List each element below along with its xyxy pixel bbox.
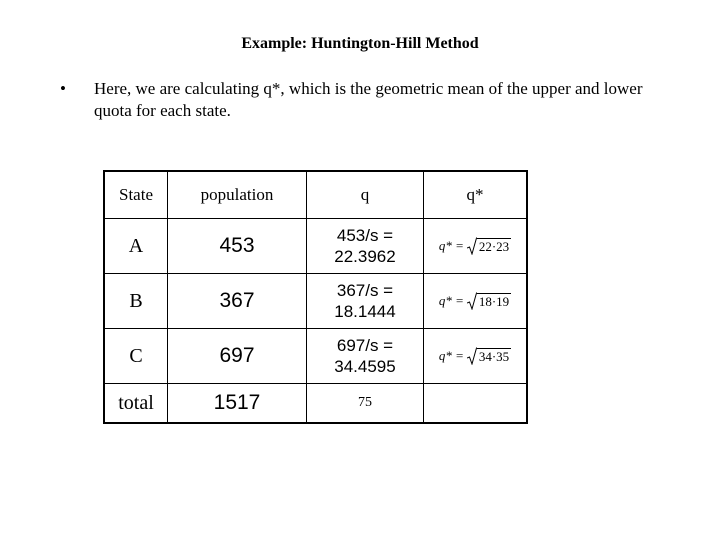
qstar-cell xyxy=(424,274,528,329)
bullet-point xyxy=(60,78,670,122)
state-cell: A xyxy=(104,219,168,274)
population-cell: 697 xyxy=(168,329,307,384)
formula-radicand: 34·35 xyxy=(478,349,510,364)
header-q: q xyxy=(307,171,424,219)
header-population: population xyxy=(168,171,307,219)
bullet-text: Here, we are calculating q*, which is the geometric mean of the upper and lower quota for each state. xyxy=(94,79,643,120)
radical-sign-icon xyxy=(467,292,477,310)
q-cell xyxy=(307,329,424,384)
total-label: total xyxy=(104,384,168,424)
total-q: 75 xyxy=(307,384,424,424)
qstar-cell xyxy=(424,329,528,384)
square-root xyxy=(467,237,511,255)
q-expression: 697/s = xyxy=(336,336,394,355)
formula-lhs: q* = xyxy=(438,348,464,363)
square-root xyxy=(467,347,511,365)
bullet-marker: • xyxy=(60,79,66,98)
q-expression: 367/s = xyxy=(336,281,394,300)
table-row xyxy=(104,219,527,274)
qstar-cell xyxy=(424,219,528,274)
state-cell: B xyxy=(104,274,168,329)
radical-sign-icon xyxy=(467,237,477,255)
q-value: 18.1444 xyxy=(334,302,396,321)
formula-lhs: q* = xyxy=(438,293,464,308)
geometric-mean-formula xyxy=(439,292,511,310)
table-row xyxy=(104,329,527,384)
population-cell: 367 xyxy=(168,274,307,329)
page-title: Example: Huntington-Hill Method xyxy=(241,35,479,52)
total-qstar xyxy=(424,384,528,424)
header-state: State xyxy=(104,171,168,219)
total-row xyxy=(104,384,527,424)
header-qstar: q* xyxy=(424,171,528,219)
q-value: 22.3962 xyxy=(334,247,396,266)
q-cell xyxy=(307,274,424,329)
formula-radicand: 18·19 xyxy=(478,294,510,309)
square-root xyxy=(467,292,511,310)
table-row xyxy=(104,274,527,329)
geometric-mean-formula xyxy=(439,237,511,255)
apportionment-table xyxy=(103,170,528,424)
formula-lhs: q* = xyxy=(438,238,464,253)
population-cell: 453 xyxy=(168,219,307,274)
q-cell xyxy=(307,219,424,274)
table-header-row xyxy=(104,171,527,219)
geometric-mean-formula xyxy=(439,347,511,365)
formula-radicand: 22·23 xyxy=(478,239,510,254)
radical-sign-icon xyxy=(467,347,477,365)
q-value: 34.4595 xyxy=(334,357,396,376)
total-population: 1517 xyxy=(168,384,307,424)
state-cell: C xyxy=(104,329,168,384)
q-expression: 453/s = xyxy=(336,226,394,245)
